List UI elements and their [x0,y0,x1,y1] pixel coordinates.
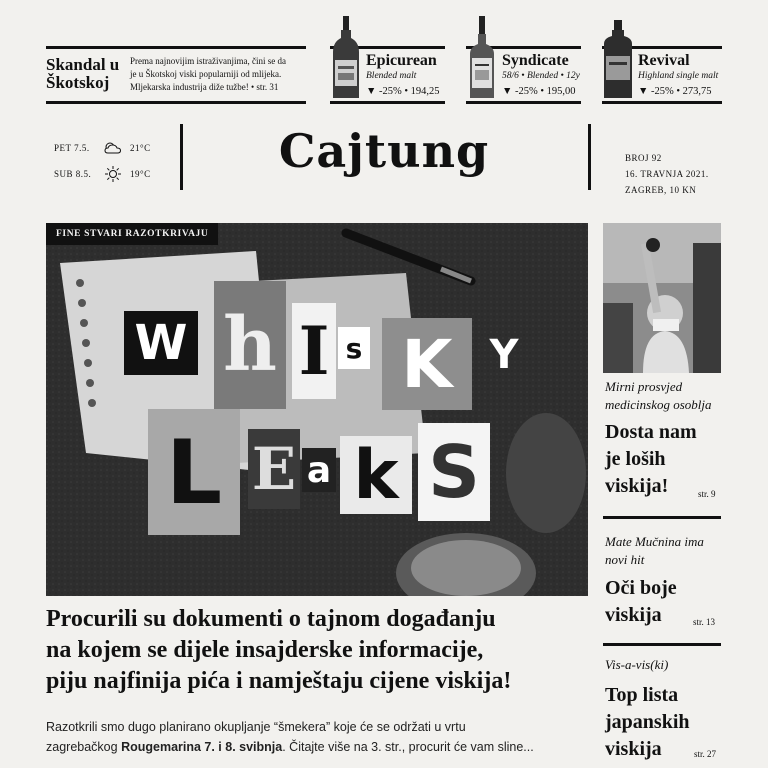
hero-letter: E [248,429,300,509]
hero-letter: h [214,281,286,409]
issue-place: ZAGREB, 10 KN [625,185,697,195]
product-price: ▼ -25% • 273,75 [638,86,712,97]
sidebar-headline[interactable]: Oči boje viskija [605,577,677,626]
product-price: ▼ -25% • 195,00 [502,86,576,97]
lead-highlight: Rougemarina 7. i 8. svibnja [121,740,283,754]
hero-tag: FINE STVARI RAZOTKRIVAJU [46,223,218,245]
sidebar-kicker: Mate Mučnina ima novi hit [605,534,704,567]
hero-letter: I [292,303,336,399]
product-name: Revival [638,52,690,69]
hero-letter: Y [489,332,519,378]
weather-saturday: SUB 8.5. 19°C [54,166,151,182]
divider [603,643,721,646]
product-desc: Highland single malt [638,71,719,81]
protest-photo-image [603,223,721,373]
product-name: Syndicate [502,52,569,69]
sidebar-kicker: Mirni prosvjed medicinskog osoblja [605,379,712,412]
hero-letter: s [338,327,370,369]
hero-letter: k [340,436,412,514]
partly-cloudy-icon [102,140,124,156]
temperature: 21°C [130,143,151,153]
teaser-body: Prema najnovijim istraživanjima, čini se da je u Škotskoj viski popularniji od mlijeka. Mljekarska industrija diže tužbe! • str. 31 [130,56,286,92]
lead-paragraph: Razotkrili smo dugo planirano okupljanje “šmekera” koje će se održati u vrtu zagrebačkog Rougemarina 7. i 8. svibnja. Čitajte više na 3. str., procurit će vam sline... [46,720,534,754]
product-syndicate[interactable] [466,46,581,104]
page-reference: str. 13 [693,617,716,627]
sidebar-headline[interactable]: Dosta nam je loših viskija! [605,421,697,497]
hero-image[interactable] [46,223,588,596]
product-epicurean[interactable] [330,46,445,104]
product-desc: 58/6 • Blended • 12y [502,71,580,81]
product-name: Epicurean [366,52,437,69]
whisky-bottle-icon [330,16,362,102]
hero-background [46,223,588,596]
protest-photo[interactable] [603,223,721,373]
product-revival[interactable] [602,46,722,104]
issue-info [625,150,709,198]
page-reference: str. 27 [694,749,717,759]
product-desc: Blended malt [366,71,417,81]
sidebar-kicker: Vis-a-vis(ki) [605,657,669,672]
page-reference: str. 9 [698,489,716,499]
whisky-bottle-icon [602,16,634,102]
hero-letter: K [382,318,472,410]
hero-letter: a [302,448,336,492]
issue-date: 16. TRAVNJA 2021. [625,169,709,179]
divider [588,124,591,190]
weather-friday: PET 7.5. 21°C [54,140,151,156]
sidebar-headline[interactable]: Top lista japanskih viskija [605,684,690,760]
issue-number: BROJ 92 [625,153,662,163]
divider [603,516,721,519]
hero-letter: W [124,311,198,375]
teaser-title: Skandal u Škotskoj [46,55,120,92]
hero-letter: L [148,409,240,535]
main-headline[interactable]: Procurili su dokumenti o tajnom događanju na kojem se dijele insajderske informacije, piju najfinija pića i namještaju cijene viskija! [46,606,512,694]
temperature: 19°C [130,169,151,179]
hero-letter: S [418,423,490,521]
masthead-title[interactable]: Cajtung [278,124,490,178]
product-price: ▼ -25% • 194,25 [366,86,440,97]
whisky-bottle-icon [466,16,498,102]
sun-icon [102,166,124,182]
teaser-scandal[interactable] [46,46,306,104]
